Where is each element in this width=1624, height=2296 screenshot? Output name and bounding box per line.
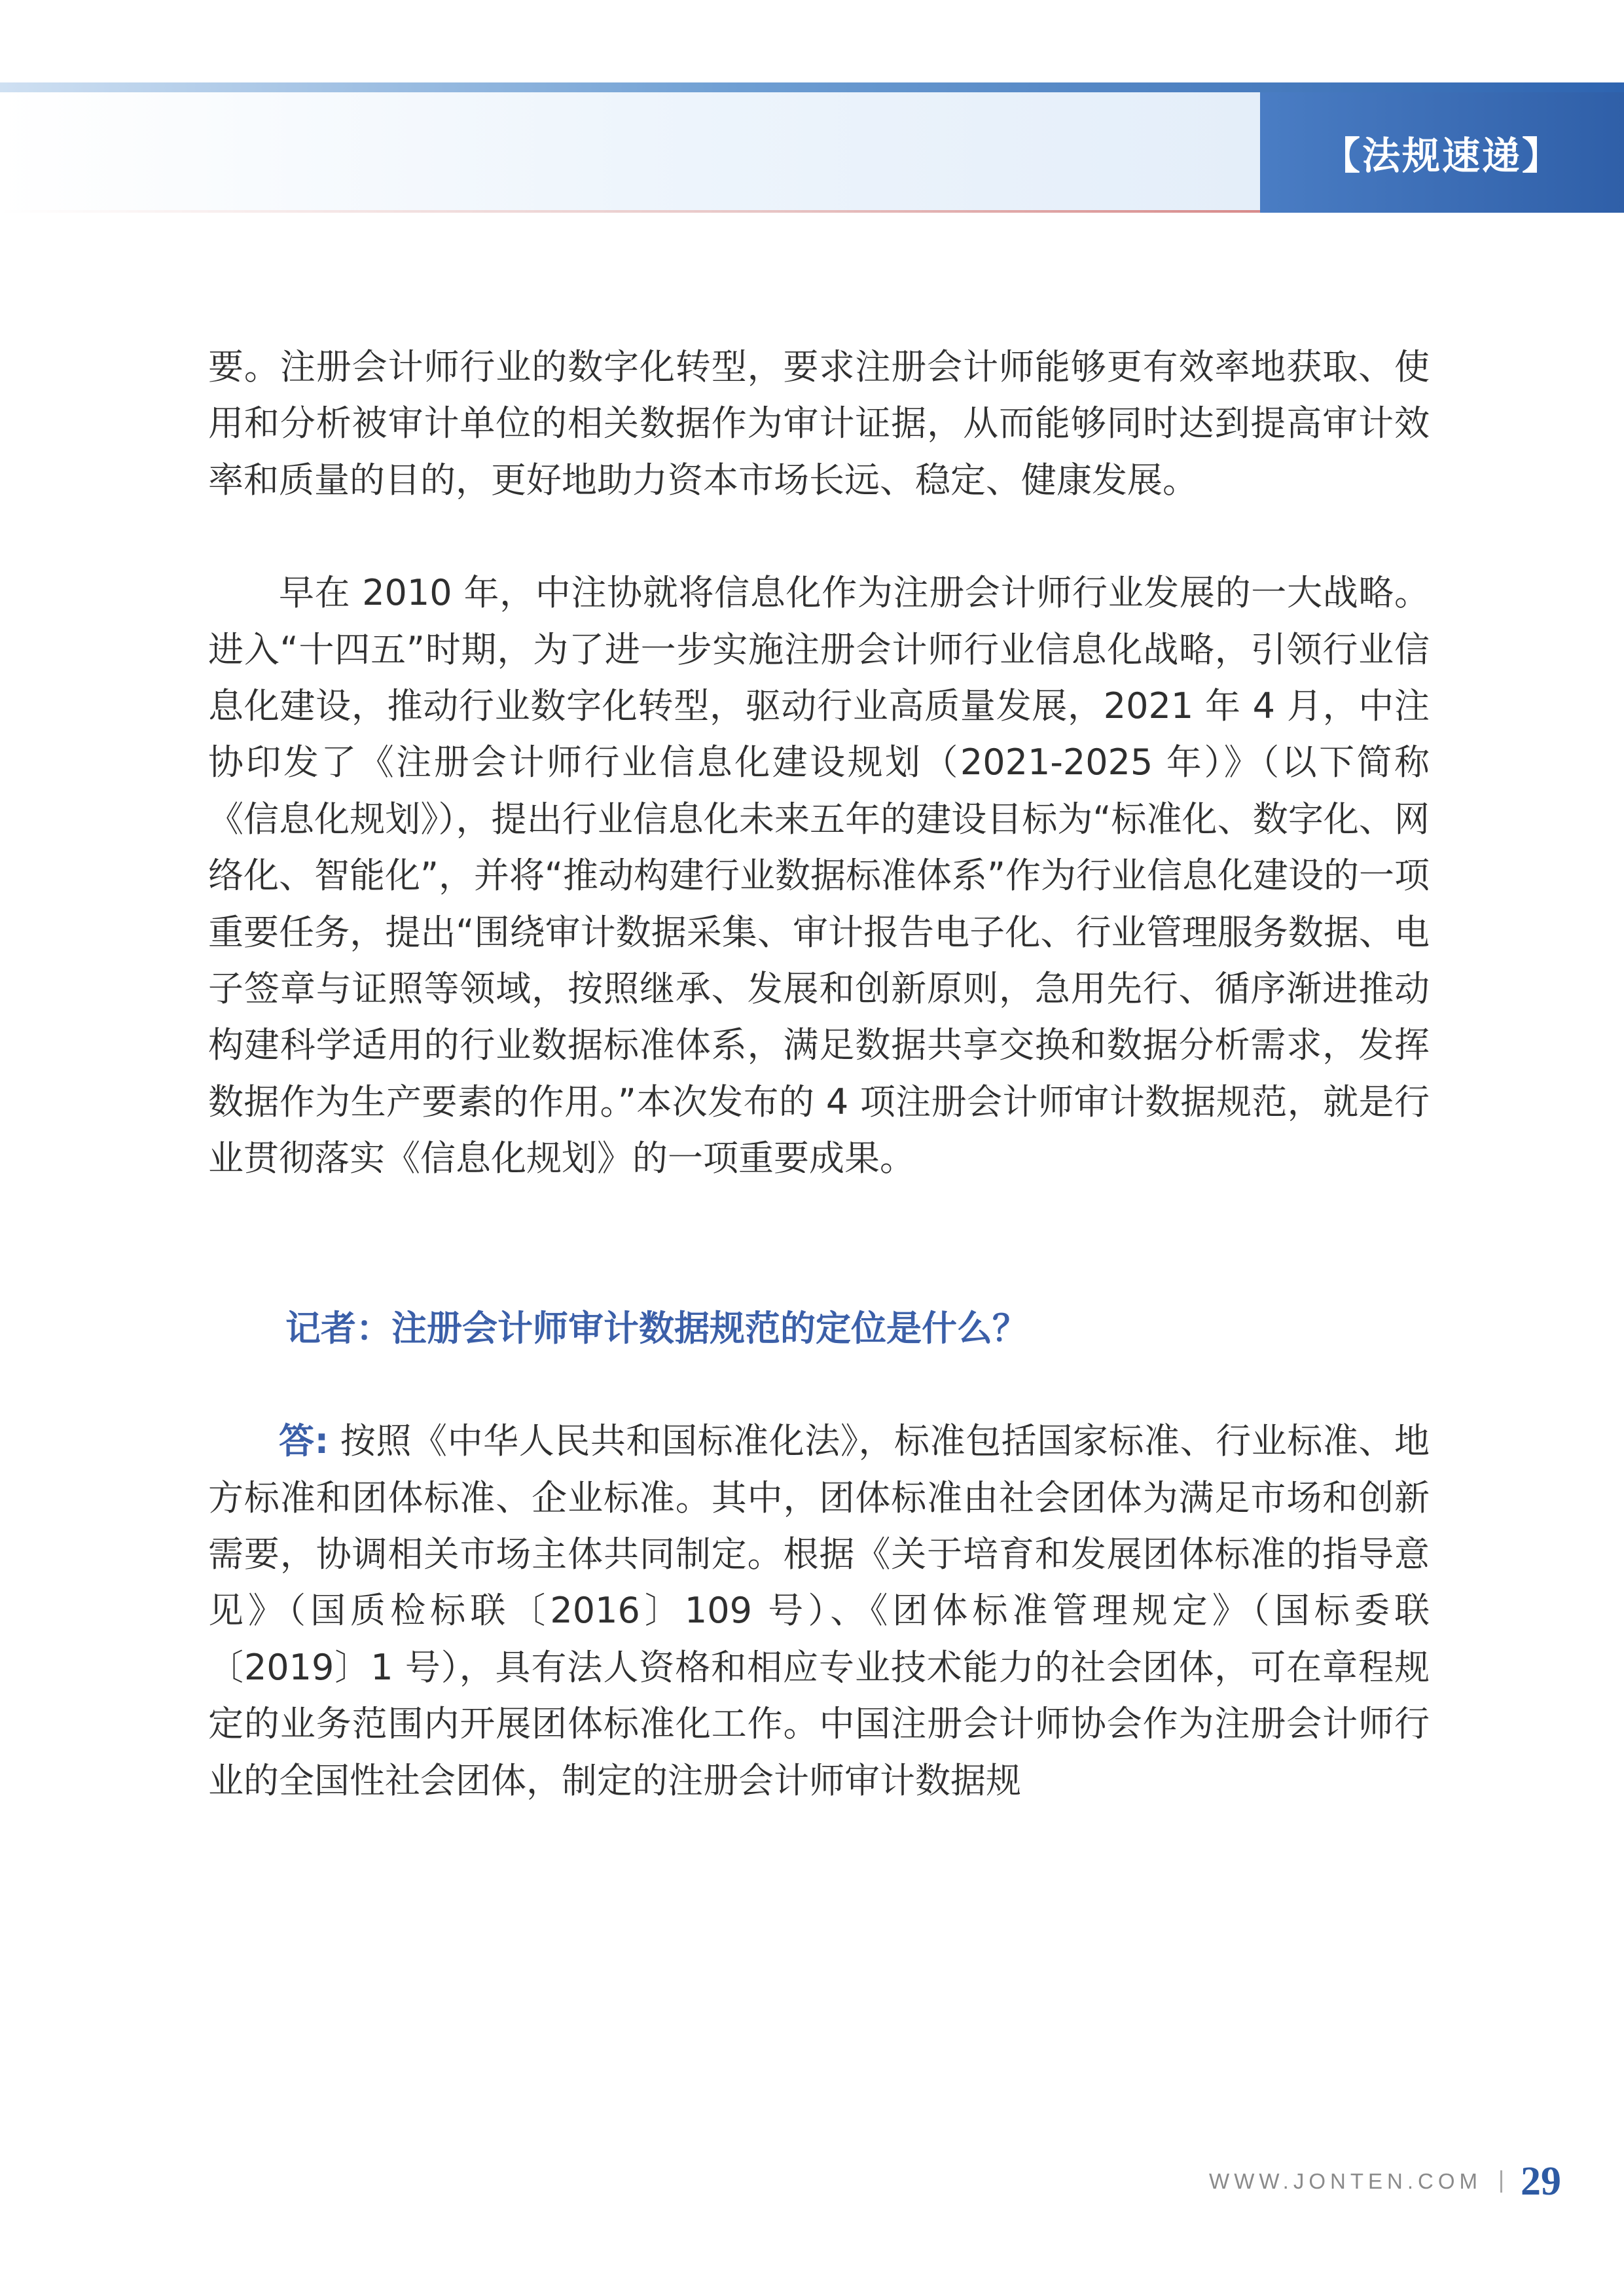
answer-label: 答: <box>279 1420 329 1462</box>
section-tag-label: 【法规速递】 <box>1322 134 1562 178</box>
page-footer <box>1209 2159 1561 2204</box>
page-number: 29 <box>1521 2159 1561 2204</box>
answer-text: 按照《中华人民共和国标准化法》，标准包括国家标准、行业标准、地方标准和团体标准、企业标准。其中，团体标准由社会团体为满足市场和创新需要，协调相关市场主体共同制定。根据《关于培育和发展团体标准的指导意见》（国质检标联〔2016〕109 号）、《团体标准管理规定》（国标委联〔2019〕1 号），具有法人资格和相应专业技术能力的社会团体，可在章程规定的业务范围内开展团体标准化工作。中国注册会计师协会作为注册会计师行业的全国性社会团体，制定的注册会计师审计数据规 <box>208 1420 1430 1801</box>
header-divider <box>0 210 1260 213</box>
paragraph-answer <box>208 1413 1430 1809</box>
footer-website: WWW.JONTEN.COM <box>1209 2169 1482 2193</box>
paragraph-continued: 要。注册会计师行业的数字化转型，要求注册会计师能够更有效率地获取、使用和分析被审计单位的相关数据作为审计证据，从而能够同时达到提高审计效率和质量的目的，更好地助力资本市场长远、稳定、健康发展。 <box>208 346 1430 501</box>
footer-separator <box>1500 2170 1502 2193</box>
section-tag <box>1260 92 1624 213</box>
article-body <box>208 339 1430 1809</box>
paragraph-history: 早在 2010 年，中注协就将信息化作为注册会计师行业发展的一大战略。进入“十四五”时期，为了进一步实施注册会计师行业信息化战略，引领行业信息化建设，推动行业数字化转型，驱动行业高质量发展，2021 年 4 月，中注协印发了《注册会计师行业信息化建设规划（2021-2025 年）》（以下简称《信息化规划》），提出行业信息化未来五年的建设目标为“标准化、数字化、网络化、智能化”，并将“推动构建行业数据标准体系”作为行业信息化建设的一项重要任务，提出“围绕审计数据采集、审计报告电子化、行业管理服务数据、电子签章与证照等领域，按照继承、发展和创新原则，急用先行、循序渐进推动构建科学适用的行业数据标准体系，满足数据共享交换和数据分析需求，发挥数据作为生产要素的作用。”本次发布的 4 项注册会计师审计数据规范，就是行业贯彻落实《信息化规划》的一项重要成果。 <box>208 572 1430 1179</box>
header-band <box>0 92 1260 210</box>
interview-question: 记者：注册会计师审计数据规范的定位是什么？ <box>285 1307 1028 1349</box>
header-accent-bar <box>0 82 1624 92</box>
